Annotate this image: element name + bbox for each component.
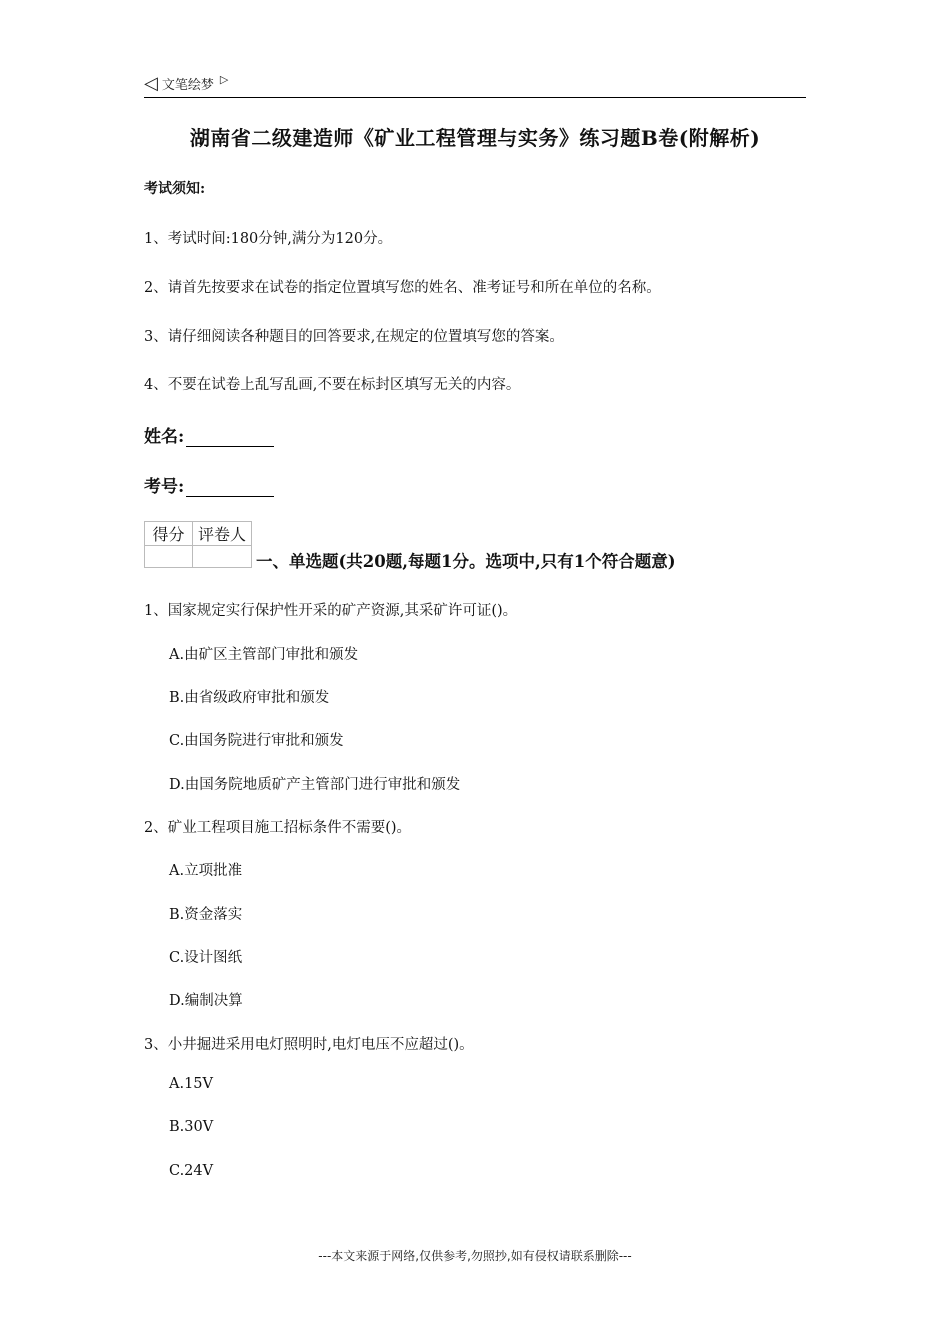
question-option: D.由国务院地质矿产主管部门进行审批和颁发 (169, 777, 461, 793)
question-option: A.由矿区主管部门审批和颁发 (169, 647, 359, 663)
question-option: B.由省级政府审批和颁发 (169, 690, 330, 706)
question-option: A.15V (169, 1076, 214, 1092)
question-option: C.由国务院进行审批和颁发 (169, 733, 344, 749)
name-field (144, 422, 274, 447)
page-header (144, 74, 228, 93)
question-stem: 2、矿业工程项目施工招标条件不需要()。 (144, 820, 412, 836)
name-label: 姓名: (144, 427, 185, 447)
score-cell[interactable] (145, 546, 193, 568)
question-option: A.立项批准 (169, 863, 243, 879)
question-option: D.编制决算 (169, 993, 243, 1009)
notice-item: 2、请首先按要求在试卷的指定位置填写您的姓名、准考证号和所在单位的名称。 (144, 280, 661, 296)
question-stem: 3、小井掘进采用电灯照明时,电灯电压不应超过()。 (144, 1037, 474, 1053)
notice-item: 1、考试时间:180分钟,满分为120分。 (144, 231, 393, 247)
question-option: B.资金落实 (169, 907, 243, 923)
question-option: B.30V (169, 1119, 214, 1135)
notice-heading: 考试须知: (144, 181, 206, 197)
question-option: C.24V (169, 1163, 214, 1179)
brand-name: 文笔绘梦 (161, 78, 214, 93)
section-heading: 一、单选题(共20题,每题1分。选项中,只有1个符合题意) (256, 552, 676, 571)
question-option: C.设计图纸 (169, 950, 243, 966)
triangle-left-icon: ◁ (144, 72, 158, 94)
score-header: 得分 (145, 522, 193, 546)
question-stem: 1、国家规定实行保护性开采的矿产资源,其采矿许可证()。 (144, 603, 518, 619)
score-table (144, 521, 252, 568)
exam-id-field (144, 472, 274, 497)
grader-header: 评卷人 (193, 522, 252, 546)
grader-cell[interactable] (193, 546, 252, 568)
exam-id-label: 考号: (144, 477, 185, 497)
triangle-right-icon: ▷ (219, 73, 229, 86)
exam-id-blank[interactable] (186, 478, 274, 497)
document-title: 湖南省二级建造师《矿业工程管理与实务》练习题B卷(附解析) (189, 126, 761, 150)
page-footer: ---本文来源于网络,仅供参考,勿照抄,如有侵权请联系删除--- (318, 1249, 632, 1263)
notice-item: 3、请仔细阅读各种题目的回答要求,在规定的位置填写您的答案。 (144, 329, 564, 345)
header-divider (144, 97, 806, 98)
name-blank[interactable] (186, 428, 274, 447)
notice-item: 4、不要在试卷上乱写乱画,不要在标封区填写无关的内容。 (144, 377, 521, 393)
